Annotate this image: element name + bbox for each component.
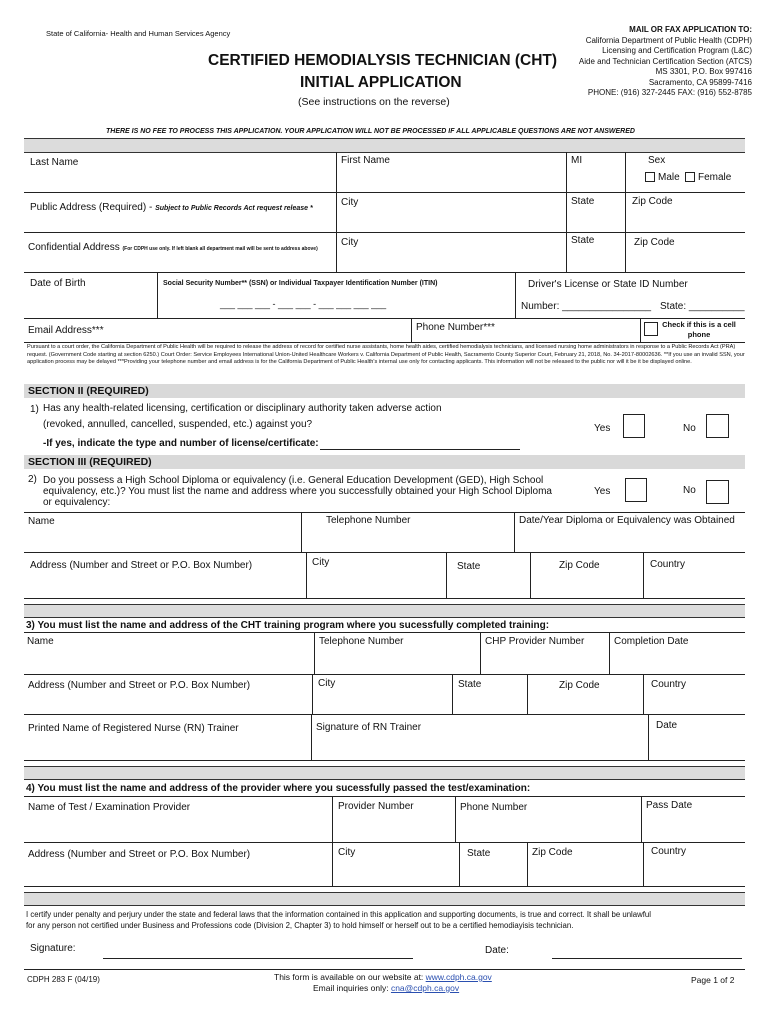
school-telephone-label: Telephone Number xyxy=(326,515,411,526)
q4-text: 4) You must list the name and address of the provider where you sucessfully passed the test/examination: xyxy=(26,783,531,794)
sign-date-label: Date: xyxy=(485,945,509,956)
phone-label: Phone Number*** xyxy=(416,322,495,333)
q2-number: 2) xyxy=(28,474,37,485)
mail-heading: MAIL OR FAX APPLICATION TO: xyxy=(629,25,752,34)
form-id: CDPH 283 F (04/19) xyxy=(27,975,100,984)
diploma-date-label: Date/Year Diploma or Equivalency was Obtained xyxy=(519,515,735,526)
mail-line: MS 3301, P.O. Box 997416 xyxy=(655,67,752,76)
mi-label: MI xyxy=(571,155,583,166)
section-2-heading: SECTION II (REQUIRED) xyxy=(24,384,745,398)
rn-signature-label: Signature of RN Trainer xyxy=(316,722,422,733)
confidential-address-text: Confidential Address xyxy=(28,242,123,253)
ssn-field[interactable]: ___ ___ ___ - ___ ___ - ___ ___ ___ ___ xyxy=(220,299,387,309)
chp-provider-label: CHP Provider Number xyxy=(485,636,585,647)
section-1-bar xyxy=(24,138,745,153)
website-line xyxy=(274,972,492,982)
school-city-label: City xyxy=(312,557,330,568)
fee-notice: THERE IS NO FEE TO PROCESS THIS APPLICATION. YOUR APPLICATION WILL NOT BE PROCESSED IF ALL APPLICABLE QUESTIONS ARE NOT ANSWERED xyxy=(106,128,635,135)
provider-city-label: City xyxy=(338,847,356,858)
agency-line: State of California- Health and Human Services Agency xyxy=(46,29,231,38)
program-address-label: Address (Number and Street or P.O. Box Number) xyxy=(28,680,251,691)
public-address-text: Public Address (Required) - xyxy=(30,202,156,213)
email-link[interactable]: cna@cdph.ca.gov xyxy=(390,983,460,993)
certify-line-2: for any person not certified under Business and Professions code (Division 2, Chapter 3) to hold himself or herself out to be a certified hemodiayisis technician. xyxy=(26,921,574,930)
separator-bar xyxy=(24,892,745,906)
dl-state-field[interactable]: State: __________ xyxy=(660,301,745,312)
q1-text-3: -If yes, indicate the type and number of license/certificate: xyxy=(43,438,319,449)
female-label: Female xyxy=(698,172,732,183)
public-city-label: City xyxy=(341,197,359,208)
dl-number-field[interactable]: Number: ________________ xyxy=(521,301,652,312)
sex-label: Sex xyxy=(648,155,666,166)
dob-label: Date of Birth xyxy=(30,278,86,289)
provider-zip-label: Zip Code xyxy=(532,847,573,858)
public-state-label: State xyxy=(571,196,595,207)
school-state-label: State xyxy=(457,561,481,572)
separator-bar xyxy=(24,766,745,780)
mail-line: Licensing and Certification Program (L&C) xyxy=(602,46,752,55)
separator-bar xyxy=(24,604,745,618)
confidential-address-label xyxy=(28,237,318,255)
school-country-label: Country xyxy=(650,559,686,570)
q2-yes-checkbox[interactable] xyxy=(625,478,647,502)
school-zip-label: Zip Code xyxy=(559,560,600,571)
q2-text-1: Do you possess a High School Diploma or equivalency (i.e. General Education Development (GED), High School xyxy=(43,475,544,486)
cell-phone-label: Check if this is a cell phone xyxy=(662,320,736,339)
q2-yes-label: Yes xyxy=(594,486,611,497)
program-city-label: City xyxy=(318,678,336,689)
q1-text-2: (revoked, annulled, cancelled, suspended, etc.) against you? xyxy=(43,419,313,430)
page-number: Page 1 of 2 xyxy=(691,975,735,985)
public-address-note: Subject to Public Records Act request release * xyxy=(155,205,313,212)
provider-address-label: Address (Number and Street or P.O. Box Number) xyxy=(28,849,251,860)
completion-date-label: Completion Date xyxy=(614,636,689,647)
q2-text-3: or equivalency: xyxy=(43,497,111,508)
program-telephone-label: Telephone Number xyxy=(319,636,404,647)
program-country-label: Country xyxy=(651,679,687,690)
mail-line: Sacramento, CA 95899-7416 xyxy=(648,77,752,87)
school-address-label: Address (Number and Street or P.O. Box Number) xyxy=(30,560,253,571)
form-subtitle: INITIAL APPLICATION xyxy=(300,74,462,91)
confidential-state-label: State xyxy=(571,235,595,246)
mailing-address-block xyxy=(579,25,752,99)
provider-number-label: Provider Number xyxy=(338,801,414,812)
q1-text-1: Has any health-related licensing, certification or disciplinary authority taken adverse action xyxy=(43,403,442,414)
public-zip-label: Zip Code xyxy=(632,196,673,207)
program-zip-label: Zip Code xyxy=(559,680,600,691)
program-state-label: State xyxy=(458,679,482,690)
q2-no-label: No xyxy=(683,485,696,496)
sign-date-field[interactable] xyxy=(552,958,742,959)
website-text: This form is available on our website at: xyxy=(274,972,426,982)
website-link[interactable]: www.cdph.ca.gov xyxy=(425,972,492,982)
female-checkbox[interactable] xyxy=(685,172,695,182)
certify-line-1: I certify under penalty and perjury under the state and federal laws that the information contained in this application and supporting documents, is true and correct. It shall be unlawful xyxy=(26,910,651,919)
q1-no-checkbox[interactable] xyxy=(706,414,729,438)
confidential-city-label: City xyxy=(341,237,359,248)
q1-number: 1) xyxy=(30,404,39,415)
instructions-note: (See instructions on the reverse) xyxy=(298,96,450,108)
first-name-label: First Name xyxy=(341,155,390,166)
mail-line: California Department of Public Health (CDPH) xyxy=(585,35,752,45)
ssn-label: Social Security Number** (SSN) or Individual Taxpayer Identification Number (ITIN) xyxy=(163,280,438,287)
section-3-heading: SECTION III (REQUIRED) xyxy=(24,455,745,469)
rn-date-label: Date xyxy=(656,720,678,731)
provider-country-label: Country xyxy=(651,846,687,857)
license-type-field[interactable] xyxy=(320,449,520,450)
mail-line: Aide and Technician Certification Section (ATCS) xyxy=(578,56,752,66)
q1-yes-label: Yes xyxy=(594,423,611,434)
provider-state-label: State xyxy=(467,848,491,859)
email-text: Email inquiries only: xyxy=(313,983,391,993)
dl-label: Driver's License or State ID Number xyxy=(528,279,688,290)
rn-trainer-label: Printed Name of Registered Nurse (RN) Trainer xyxy=(28,723,239,734)
confidential-zip-label: Zip Code xyxy=(634,237,675,248)
signature-label: Signature: xyxy=(30,943,76,954)
email-label: Email Address*** xyxy=(28,325,104,336)
q1-yes-checkbox[interactable] xyxy=(623,414,645,438)
confidential-address-note: (For CDPH use only. If left blank all department mail will be sent to address above) xyxy=(122,246,318,252)
pass-date-label: Pass Date xyxy=(646,800,693,811)
signature-field[interactable] xyxy=(103,958,413,959)
q3-text: 3) You must list the name and address of the CHT training program where you sucessfully completed training: xyxy=(26,620,550,631)
provider-phone-label: Phone Number xyxy=(460,802,528,813)
q2-text-2: equivalency, etc.)? You must list the name and address where you successfully obtained your High School Diploma xyxy=(43,486,552,497)
test-provider-label: Name of Test / Examination Provider xyxy=(28,802,191,813)
male-label: Male xyxy=(658,172,680,183)
program-name-label: Name xyxy=(27,636,54,647)
q2-no-checkbox[interactable] xyxy=(706,480,729,504)
public-address-label xyxy=(30,197,313,215)
cell-phone-checkbox[interactable] xyxy=(644,322,658,336)
legal-notice: Pursuant to a court order, the California Department of Public Health will be required to release the address of record for certified nurse assistants, home health aides, certified hemodialysis technicians, and licensed nursing home administrators in response to a Public Records Act (PRA) request. (Government Code starting at section 6250.) Court Order: Service Employees International Union-United Healthcare Workers v. California Department of Public Health, Sacramento County Superior Court, February 21, 2018, No. 34-2017-80002636. **If you use an invalid SSN, your application process may be delayed ***Providing your telephone number and email address is for the California Department of Public Health's internal use only for contacting applicants. This information will not be released to the public nor will it be it be displayed online. xyxy=(27,344,745,366)
school-name-label: Name xyxy=(28,516,55,527)
form-title: CERTIFIED HEMODIALYSIS TECHNICIAN (CHT) xyxy=(208,52,558,69)
email-line xyxy=(313,983,459,993)
last-name-label: Last Name xyxy=(30,157,79,168)
mail-line: PHONE: (916) 327-2445 FAX: (916) 552-8785 xyxy=(587,88,752,97)
q1-no-label: No xyxy=(683,423,696,434)
male-checkbox[interactable] xyxy=(645,172,655,182)
